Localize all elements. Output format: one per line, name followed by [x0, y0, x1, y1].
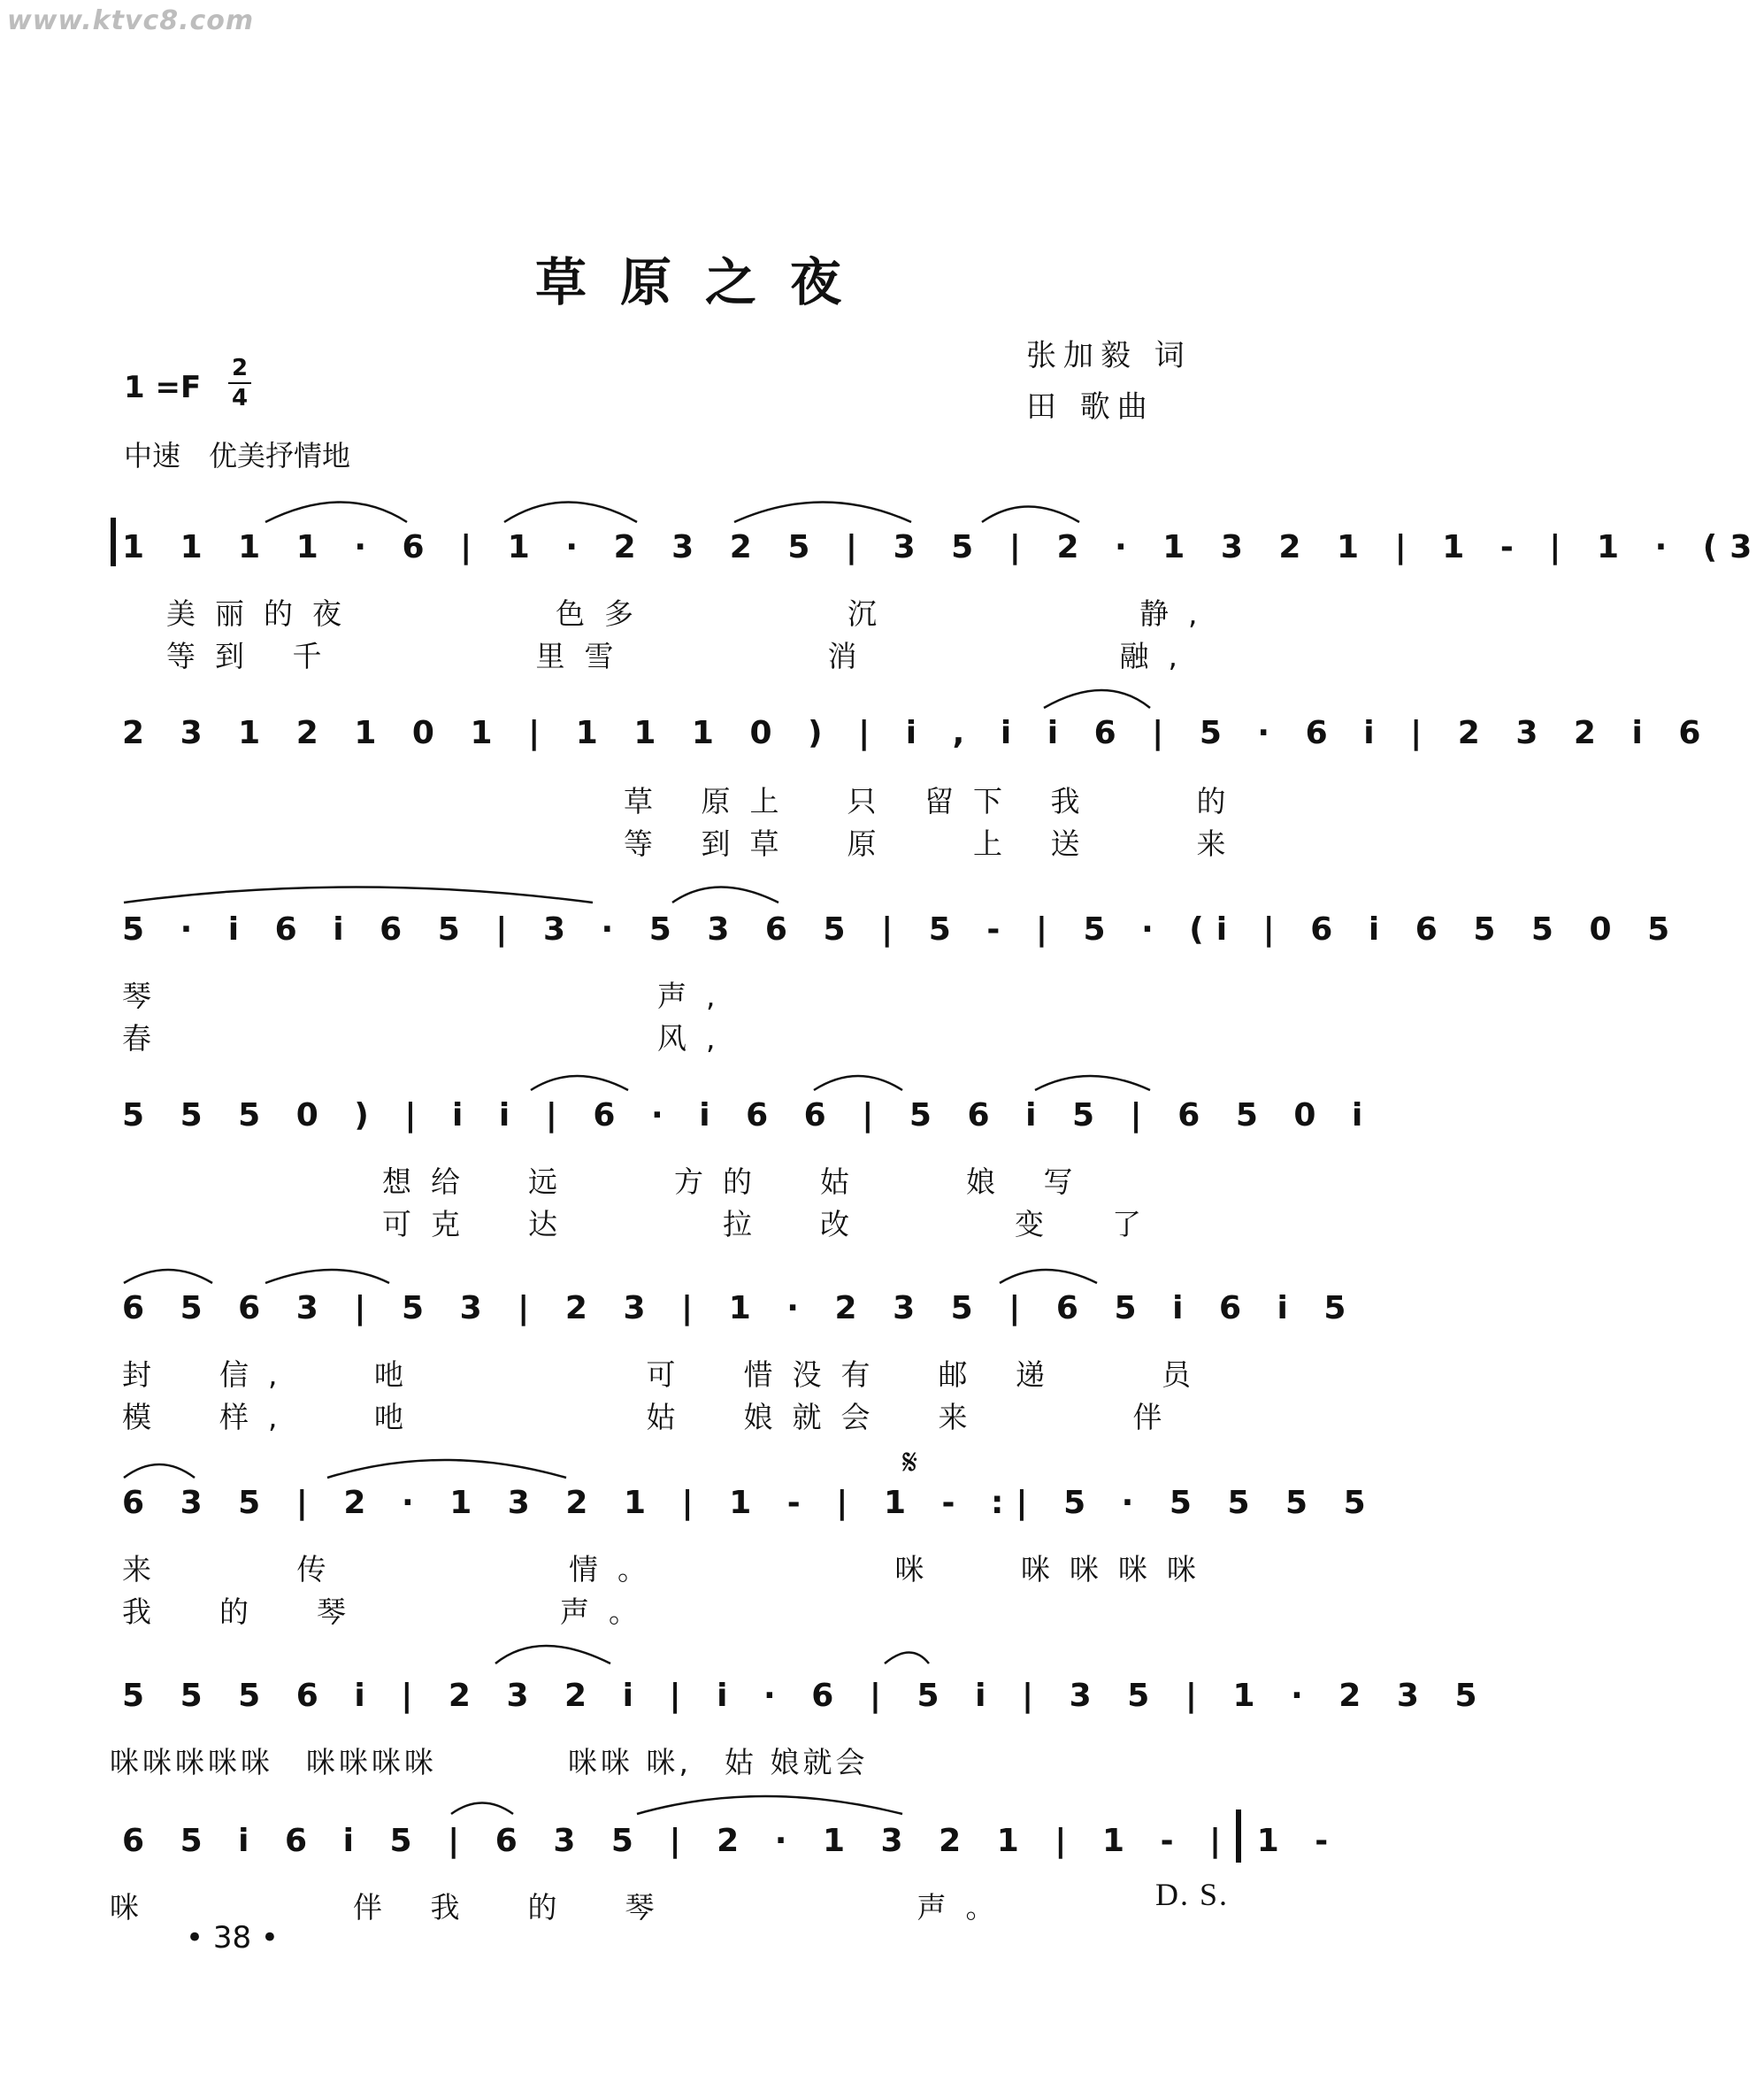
system-4-verse-1: 想给 远 方的 姑 娘 写 [382, 1164, 1093, 1199]
slur [1035, 1076, 1150, 1090]
tempo-marking: 中速 优美抒情地 [124, 439, 351, 473]
system-3-verse-1: 琴 声, [122, 979, 735, 1013]
slur [124, 1464, 195, 1478]
segno-sign: 𝄋 [902, 1442, 918, 1483]
slur [734, 503, 911, 523]
system-8-notes: 6 5 i 6 i 5 | 6 3 5 | 2 · 1 3 2 1 | 1 - | 1 - [122, 1823, 1341, 1859]
slur [1000, 1270, 1097, 1283]
system-6-notes: 6 3 5 | 2 · 1 3 2 1 | 1 - | 1 - :| 5 · 5 5 5 5 [122, 1485, 1378, 1521]
slur [814, 1076, 902, 1090]
slur [982, 507, 1079, 523]
slur [265, 1270, 389, 1283]
slur [1044, 690, 1150, 708]
system-7-notes: 5 5 5 6 i | 2 3 2 i | i · 6 | 5 i | 3 5 | 1 · 2 3 5 [122, 1678, 1490, 1714]
system-1-notes: 1 1 1 1 · 6 | 1 · 2 3 2 5 | 3 5 | 2 · 1 3 2 1 | 1 - | 1 · (3 [122, 529, 1764, 565]
slur [124, 1270, 212, 1283]
system-4-verse-2: 可克 达 拉 改 变 了 [382, 1207, 1161, 1241]
system-5-notes: 6 5 6 3 | 5 3 | 2 3 | 1 · 2 3 5 | 6 5 i 6 i 5 [122, 1290, 1359, 1326]
dal-segno: D. S. [1155, 1877, 1230, 1912]
system-7-verse-1: 咪咪咪咪咪 咪咪咪咪 咪咪 咪, 姑 娘就会 [110, 1745, 869, 1779]
system-4-notes: 5 5 5 0 ) | i i | 6 · i 6 6 | 5 6 i 5 | 6 5 0 i [122, 1097, 1376, 1133]
system-5-verse-1: 封 信, 吔 可 惜没有 邮 递 员 [122, 1357, 1210, 1392]
system-5-verse-2: 模 样, 吔 姑 娘就会 来 伴 [122, 1400, 1182, 1434]
page-number: • 38 • [186, 1920, 279, 1956]
system-6-verse-1: 来 传 情。 咪 咪咪咪咪 [122, 1552, 1216, 1587]
slur [265, 503, 407, 523]
slur [495, 1646, 610, 1664]
slur [672, 887, 778, 903]
composer-credit: 田 歌曲 [1026, 389, 1154, 425]
slur [637, 1796, 902, 1814]
watermark: www.ktvc8.com [7, 5, 255, 36]
system-2-verse-1: 草 原上 只 留下 我 的 [624, 784, 1246, 818]
system-1-verse-1: 美丽的夜 色多 沉 静, [166, 596, 1217, 631]
slur [451, 1803, 513, 1815]
system-3-notes: 5 · i 6 i 6 5 | 3 · 5 3 6 5 | 5 - | 5 · (i | 6 i 6 5 5 0 5 [122, 911, 1683, 948]
slur [531, 1076, 628, 1090]
slur [124, 887, 593, 903]
system-3-verse-2: 春 风, [122, 1021, 735, 1056]
system-2-verse-2: 等 到草 原 上 送 来 [624, 826, 1246, 861]
system-2-notes: 2 3 1 2 1 0 1 | 1 1 1 0 ) | i , i i 6 | 5 · 6 i | 2 3 2 i 6 [122, 715, 1714, 751]
song-title: 草原之夜 [534, 252, 875, 312]
meter-top: 2 [231, 355, 249, 381]
system-6-verse-2: 我 的 琴 声。 [122, 1594, 657, 1629]
system-1-verse-2: 等到 千 里雪 消 融, [166, 639, 1197, 673]
meter-bottom: 4 [228, 382, 251, 412]
lyricist-credit: 张加毅 词 [1026, 338, 1192, 373]
system-8-verse-1: 咪 伴 我 的 琴 声。 [110, 1890, 1015, 1925]
slur [885, 1653, 929, 1664]
slur [504, 503, 637, 523]
key-signature: 1 =F [124, 370, 202, 405]
slur [327, 1460, 566, 1478]
time-signature [228, 354, 251, 412]
